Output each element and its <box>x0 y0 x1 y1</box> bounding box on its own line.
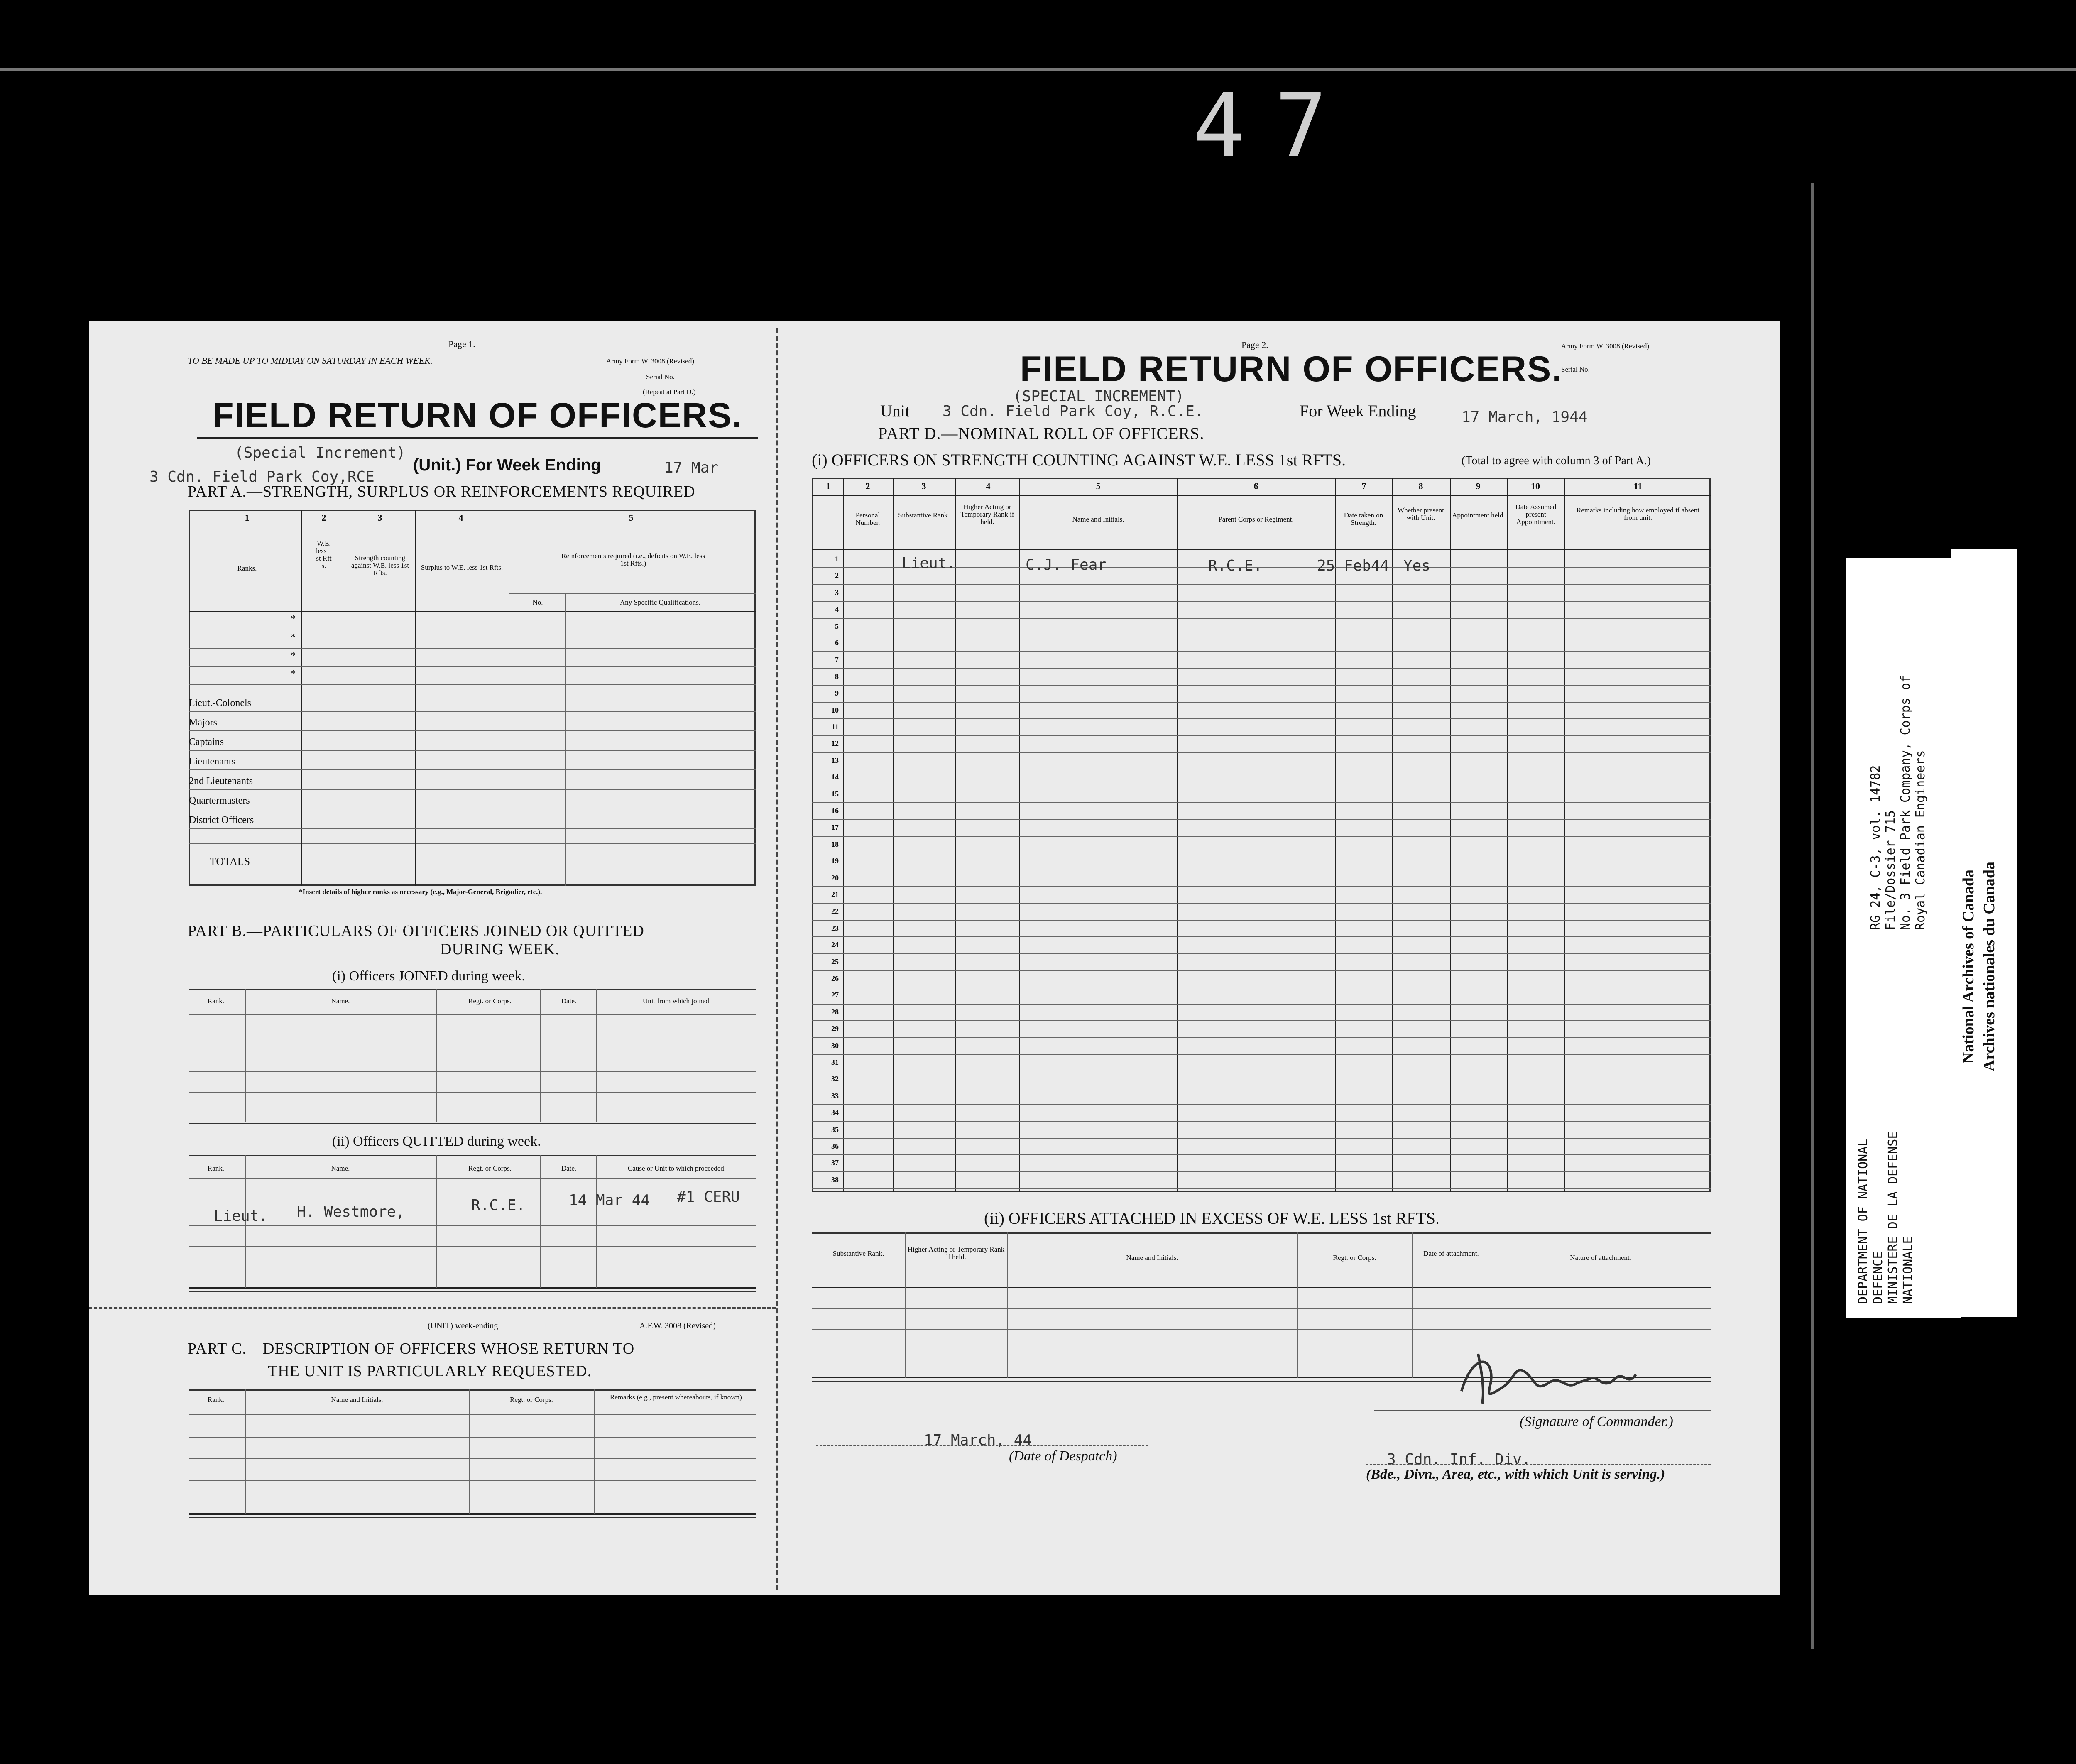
part-a-colnum: 4 <box>458 512 463 523</box>
left-typed-increment: (Special Increment) <box>235 444 406 461</box>
row-number: 7 <box>835 655 839 664</box>
dept-line: NATIONALE <box>1901 1236 1915 1304</box>
right-form-ref: Army Form W. 3008 (Revised) <box>1561 342 1650 350</box>
part-d-col: Appointment held. <box>1452 511 1505 519</box>
frame-number: 47 <box>1193 75 1356 176</box>
part-d-col: Date Assumed present Appointment. <box>1515 503 1557 526</box>
quitted-corps: R.C.E. <box>471 1197 526 1214</box>
left-title: FIELD RETURN OF OFFICERS. <box>212 396 743 435</box>
part-a-heading: PART A.—STRENGTH, SURPLUS OR REINFORCEMENTS REQUIRED <box>188 483 695 500</box>
joined-col: Date. <box>561 997 577 1005</box>
row-number: 5 <box>835 622 839 630</box>
dept-line: DEFENCE <box>1871 1251 1885 1304</box>
row-number: 38 <box>831 1175 839 1184</box>
joined-col: Regt. or Corps. <box>468 997 512 1005</box>
row-rule <box>812 685 1711 686</box>
joined-col: Rank. <box>207 997 225 1005</box>
part-c-table <box>189 1389 756 1518</box>
part-b-heading: PART B.—PARTICULARS OF OFFICERS JOINED OR QUITTED <box>188 922 644 940</box>
quitted-cause: #1 CERU <box>677 1188 740 1205</box>
archives-fr: Archives nationales du Canada <box>1981 861 1998 1071</box>
part-a-colnum: 5 <box>629 512 634 523</box>
part-d-col: Remarks including how employed if absent from unit. <box>1576 506 1700 522</box>
rank-label: Lieutenants <box>189 756 235 767</box>
row-number: 20 <box>831 873 839 882</box>
part-c-col: Name and Initials. <box>331 1396 383 1404</box>
row-rule <box>812 903 1711 904</box>
left-serial: Serial No. <box>646 373 675 381</box>
left-instruction: TO BE MADE UP TO MIDDAY ON SATURDAY IN EACH WEEK. <box>188 355 433 366</box>
right-week-label: For Week Ending <box>1300 402 1416 420</box>
dept-line: DEPARTMENT OF NATIONAL <box>1856 1139 1870 1304</box>
quitted-rank: Lieut. <box>214 1208 268 1225</box>
archive-ref-line: No. 3 Field Park Company, Corps of <box>1898 675 1913 930</box>
quitted-table <box>189 1155 756 1292</box>
part-d-colnum: 3 <box>921 481 926 491</box>
left-unit-label: (Unit.) For Week Ending <box>413 456 601 474</box>
left-page-label: Page 1. <box>448 339 475 349</box>
rank-label: Majors <box>189 717 217 728</box>
row-number: 25 <box>831 957 839 966</box>
part-d-heading: PART D.—NOMINAL ROLL OF OFFICERS. <box>878 424 1204 443</box>
part-a-col-no: No. <box>532 598 543 606</box>
part-d-colnum: 11 <box>1633 481 1643 491</box>
part-d-colnum: 6 <box>1253 481 1258 491</box>
asterisk-mark: * <box>291 669 296 679</box>
row-rule <box>812 584 1711 585</box>
signature-scribble <box>1453 1345 1652 1408</box>
left-title-rule <box>197 437 758 439</box>
totals-label: TOTALS <box>210 855 250 867</box>
row-rule <box>812 936 1711 937</box>
quitted-col: Regt. or Corps. <box>468 1164 512 1172</box>
part-c-heading-2: THE UNIT IS PARTICULARLY REQUESTED. <box>268 1362 592 1380</box>
row-number: 4 <box>835 605 839 614</box>
asterisk-mark: * <box>291 650 296 661</box>
row-rule <box>812 718 1711 719</box>
section-ii-col: Higher Acting or Temporary Rank if held. <box>907 1245 1005 1261</box>
part-d-col: Higher Acting or Temporary Rank if held. <box>960 503 1014 526</box>
row-number: 18 <box>831 840 839 848</box>
row-rule <box>812 953 1711 954</box>
row-number: 13 <box>831 756 839 764</box>
entry-name: C.J. Fear <box>1026 556 1107 573</box>
row-number: 9 <box>835 689 839 698</box>
row-rule <box>812 618 1711 619</box>
row-number: 34 <box>831 1108 839 1117</box>
film-top-line <box>0 68 2076 71</box>
part-d-colnum: 5 <box>1096 481 1101 491</box>
right-serial: Serial No. <box>1561 365 1590 373</box>
right-title: FIELD RETURN OF OFFICERS. <box>1020 349 1563 389</box>
part-a-col-we: W.E. less 1st Rfts. <box>316 539 332 570</box>
row-rule <box>812 752 1711 753</box>
row-rule <box>812 601 1711 602</box>
archive-ref-line: RG 24, C-3, vol. 14782 <box>1868 765 1883 930</box>
despatch-label: (Date of Despatch) <box>1009 1448 1117 1464</box>
right-unit-label: Unit <box>880 402 910 420</box>
dept-text <box>1856 1132 1916 1304</box>
part-a-col-reinf: Reinforcements required (i.e., deficits on W.E. less 1st Rfts.) <box>561 552 705 567</box>
joined-col: Unit from which joined. <box>642 997 711 1005</box>
part-b-heading-2: DURING WEEK. <box>440 941 560 958</box>
rank-label: District Officers <box>189 815 254 826</box>
rank-label: Quartermasters <box>189 795 250 806</box>
joined-col: Name. <box>331 997 350 1005</box>
quitted-name: H. Westmore, <box>297 1203 405 1220</box>
part-a-colnum: 3 <box>377 512 382 523</box>
part-d-colnum: 7 <box>1361 481 1366 491</box>
row-number: 1 <box>835 555 839 563</box>
signature-label: (Signature of Commander.) <box>1520 1414 1673 1429</box>
section-ii-col: Substantive Rank. <box>832 1250 884 1257</box>
part-d-colnum: 8 <box>1418 481 1423 491</box>
row-rule <box>812 668 1711 669</box>
joined-table <box>189 989 756 1124</box>
part-c-col: Rank. <box>207 1396 225 1404</box>
archives-en: National Archives of Canada <box>1960 870 1977 1063</box>
row-number: 6 <box>835 639 839 647</box>
commander-signature <box>1453 1345 1652 1417</box>
row-rule <box>812 970 1711 971</box>
part-d-colnum: 1 <box>826 481 831 491</box>
asterisk-mark: * <box>291 614 296 625</box>
formation-typed: 3 Cdn. Inf. Div. <box>1387 1451 1531 1468</box>
part-d-col: Substantive Rank. <box>898 511 950 519</box>
quitted-col: Rank. <box>207 1164 225 1172</box>
row-number: 27 <box>831 991 839 1000</box>
quitted-col: Date. <box>561 1164 577 1172</box>
quitted-date: 14 Mar 44 <box>569 1192 650 1209</box>
left-typed-week: 17 Mar <box>664 459 719 476</box>
entry-corps: R.C.E. <box>1208 557 1263 574</box>
row-number: 3 <box>835 588 839 597</box>
left-form-ref: Army Form W. 3008 (Revised) <box>606 357 695 365</box>
row-rule <box>812 886 1711 887</box>
row-number: 35 <box>831 1125 839 1134</box>
archive-ref-line: File/Dossier 715 <box>1883 810 1898 930</box>
row-rule <box>812 1171 1711 1172</box>
row-number: 10 <box>831 706 839 714</box>
row-rule <box>812 836 1711 837</box>
row-number: 23 <box>831 924 839 932</box>
tear-line-unit: (UNIT) week-ending <box>428 1321 498 1330</box>
part-d-col: Personal Number. <box>855 511 880 527</box>
row-rule <box>812 1154 1711 1155</box>
page-fold-line <box>776 328 778 1590</box>
section-ii-col: Date of attachment. <box>1423 1250 1479 1257</box>
right-page-label: Page 2. <box>1241 340 1268 350</box>
row-number: 36 <box>831 1142 839 1150</box>
quitted-title: (ii) Officers QUITTED during week. <box>332 1134 541 1149</box>
row-rule <box>812 1037 1711 1038</box>
dept-line: MINISTERE DE LA DEFENSE <box>1886 1131 1900 1304</box>
section-ii-col: Nature of attachment. <box>1570 1254 1631 1262</box>
row-number: 32 <box>831 1075 839 1083</box>
entry-present: Yes <box>1403 557 1431 574</box>
row-number: 37 <box>831 1159 839 1167</box>
row-rule <box>812 1138 1711 1139</box>
tear-line <box>89 1307 776 1309</box>
asterisk-mark: * <box>291 632 296 643</box>
row-number: 31 <box>831 1058 839 1066</box>
tear-line-form: A.F.W. 3008 (Revised) <box>639 1321 716 1330</box>
part-a-colnum: 2 <box>321 512 326 523</box>
row-rule <box>812 802 1711 803</box>
part-a-col-surplus: Surplus to W.E. less 1st Rfts. <box>421 564 503 571</box>
right-typed-week: 17 March, 1944 <box>1462 409 1588 426</box>
section-i-note: (Total to agree with column 3 of Part A.) <box>1462 454 1651 467</box>
quitted-col: Cause or Unit to which proceeded. <box>627 1164 726 1172</box>
row-number: 24 <box>831 941 839 949</box>
formation-line <box>1366 1464 1711 1465</box>
section-ii-col: Regt. or Corps. <box>1333 1254 1376 1262</box>
section-i-heading: (i) OFFICERS ON STRENGTH COUNTING AGAINST W.E. LESS 1st RFTS. <box>812 451 1346 469</box>
row-rule <box>812 1104 1711 1105</box>
formation-label: (Bde., Divn., Area, etc., with which Unit is serving.) <box>1366 1467 1665 1482</box>
row-number: 33 <box>831 1091 839 1100</box>
part-d-colnum: 2 <box>865 481 870 491</box>
row-number: 29 <box>831 1024 839 1033</box>
part-d-col: Parent Corps or Regiment. <box>1218 515 1294 523</box>
part-c-col: Regt. or Corps. <box>510 1396 553 1404</box>
right-typed-unit: 3 Cdn. Field Park Coy, R.C.E. <box>943 403 1204 420</box>
archive-ref-line: Royal Canadian Engineers <box>1913 750 1928 930</box>
row-rule <box>812 1054 1711 1055</box>
part-d-col: Name and Initials. <box>1072 515 1124 523</box>
row-number: 17 <box>831 823 839 832</box>
row-number: 22 <box>831 907 839 916</box>
archives-name <box>1958 862 2000 1071</box>
row-number: 30 <box>831 1041 839 1050</box>
part-d-col: Date taken on Strength. <box>1344 511 1383 527</box>
row-number: 11 <box>831 723 839 731</box>
part-a-col-quals: Any Specific Qualifications. <box>619 598 701 606</box>
row-rule <box>812 651 1711 652</box>
right-typed-increment: (SPECIAL INCREMENT) <box>1013 388 1184 405</box>
row-rule <box>812 920 1711 921</box>
row-rule <box>812 702 1711 703</box>
left-repeat-note: (Repeat at Part D.) <box>643 388 696 396</box>
rank-label: Lieut.-Colonels <box>189 698 251 708</box>
row-rule <box>812 1188 1711 1189</box>
row-number: 12 <box>831 739 839 748</box>
part-d-colnum: 4 <box>986 481 991 491</box>
part-a-col-strength: Strength counting against W.E. less 1st Rfts. <box>351 554 409 577</box>
row-number: 2 <box>835 571 839 580</box>
part-a-col-ranks: Ranks. <box>237 564 257 572</box>
part-c-col: Remarks (e.g., present whereabouts, if known). <box>610 1393 744 1401</box>
part-d-col: Whether present with Unit. <box>1398 506 1444 522</box>
part-d-colnum: 9 <box>1476 481 1481 491</box>
row-number: 16 <box>831 806 839 815</box>
entry-rank: Lieut. <box>902 555 956 572</box>
quitted-col: Name. <box>331 1164 350 1172</box>
entry-date: 25 Feb44 <box>1317 557 1389 574</box>
row-rule <box>812 1020 1711 1021</box>
row-rule <box>812 1121 1711 1122</box>
part-a-colnum: 1 <box>245 512 250 523</box>
part-c-heading: PART C.—DESCRIPTION OF OFFICERS WHOSE RETURN TO <box>188 1340 635 1357</box>
row-number: 21 <box>831 890 839 899</box>
section-ii-col: Name and Initials. <box>1126 1254 1178 1262</box>
archive-reference <box>1868 675 1928 930</box>
part-d-colnum: 10 <box>1531 481 1540 491</box>
row-number: 14 <box>831 773 839 782</box>
row-rule <box>812 735 1711 736</box>
rank-label: Captains <box>189 737 224 747</box>
row-number: 15 <box>831 789 839 798</box>
film-divider-line <box>1811 183 1814 1649</box>
row-number: 28 <box>831 1007 839 1016</box>
part-a-footnote: *Insert details of higher ranks as necessary (e.g., Major-General, Brigadier, etc.). <box>299 888 542 896</box>
section-ii-heading: (ii) OFFICERS ATTACHED IN EXCESS OF W.E. LESS 1st RFTS. <box>984 1209 1439 1227</box>
left-typed-unit: 3 Cdn. Field Park Coy,RCE <box>149 468 375 485</box>
joined-title: (i) Officers JOINED during week. <box>332 968 525 984</box>
row-number: 26 <box>831 974 839 982</box>
row-number: 19 <box>831 857 839 865</box>
row-rule <box>812 819 1711 820</box>
signature-line <box>1374 1410 1711 1411</box>
despatch-date: 17 March, 44 <box>924 1432 1032 1449</box>
despatch-line <box>816 1445 1148 1446</box>
rank-label: 2nd Lieutenants <box>189 776 253 786</box>
row-number: 8 <box>835 672 839 681</box>
